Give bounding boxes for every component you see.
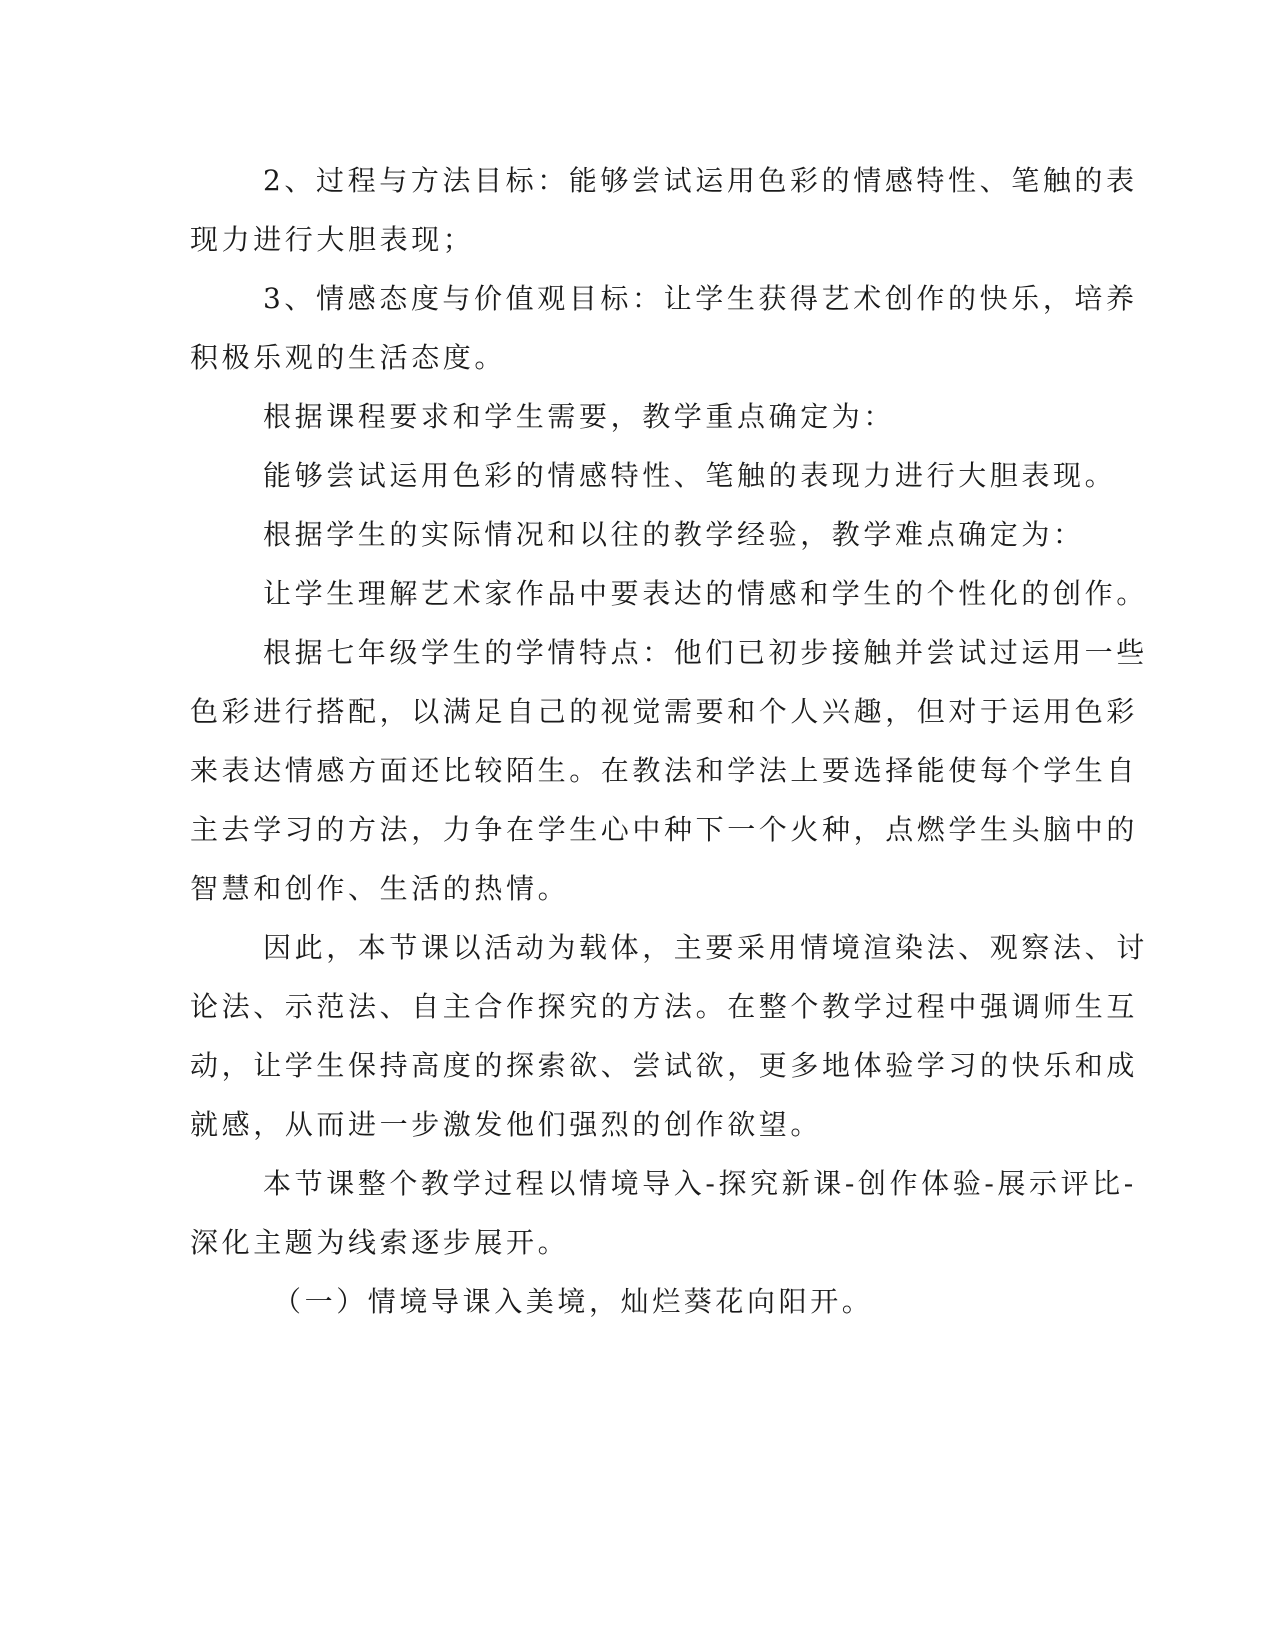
paragraph-key-point: 能够尝试运用色彩的情感特性、笔触的表现力进行大胆表现。 xyxy=(263,459,1117,492)
paragraph-methods-line-3: 动，让学生保持高度的探索欲、尝试欲，更多地体验学习的快乐和成 xyxy=(190,1049,1139,1082)
paragraph-process-goal-line-2: 现力进行大胆表现； xyxy=(190,223,475,256)
paragraph-process-outline-line-2: 深化主题为线索逐步展开。 xyxy=(190,1226,570,1259)
paragraph-difficulty-intro: 根据学生的实际情况和以往的教学经验，教学难点确定为： xyxy=(263,518,1085,551)
paragraph-key-point-intro: 根据课程要求和学生需要，教学重点确定为： xyxy=(263,400,896,433)
section-heading-situation-intro: （一）情境导课入美境，灿烂葵花向阳开。 xyxy=(273,1285,874,1318)
paragraph-learner-analysis-line-4: 主去学习的方法，力争在学生心中种下一个火种，点燃学生头脑中的 xyxy=(190,813,1139,846)
paragraph-learner-analysis-line-5: 智慧和创作、生活的热情。 xyxy=(190,872,570,905)
paragraph-learner-analysis-line-1: 根据七年级学生的学情特点：他们已初步接触并尝试过运用一些 xyxy=(263,636,1148,669)
paragraph-difficulty: 让学生理解艺术家作品中要表达的情感和学生的个性化的创作。 xyxy=(263,577,1148,610)
paragraph-process-goal-line-1: 2、过程与方法目标：能够尝试运用色彩的情感特性、笔触的表 xyxy=(263,164,1138,197)
paragraph-methods-line-4: 就感，从而进一步激发他们强烈的创作欲望。 xyxy=(190,1108,823,1141)
paragraph-process-outline-line-1: 本节课整个教学过程以情境导入-探究新课-创作体验-展示评比- xyxy=(263,1167,1137,1200)
paragraph-methods-line-2: 论法、示范法、自主合作探究的方法。在整个教学过程中强调师生互 xyxy=(190,990,1139,1023)
paragraph-learner-analysis-line-2: 色彩进行搭配，以满足自己的视觉需要和个人兴趣，但对于运用色彩 xyxy=(190,695,1139,728)
paragraph-learner-analysis-line-3: 来表达情感方面还比较陌生。在教法和学法上要选择能使每个学生自 xyxy=(190,754,1139,787)
paragraph-methods-line-1: 因此，本节课以活动为载体，主要采用情境渲染法、观察法、讨 xyxy=(263,931,1148,964)
paragraph-emotion-goal-line-2: 积极乐观的生活态度。 xyxy=(190,341,507,374)
paragraph-emotion-goal-line-1: 3、情感态度与价值观目标：让学生获得艺术创作的快乐，培养 xyxy=(263,282,1138,315)
